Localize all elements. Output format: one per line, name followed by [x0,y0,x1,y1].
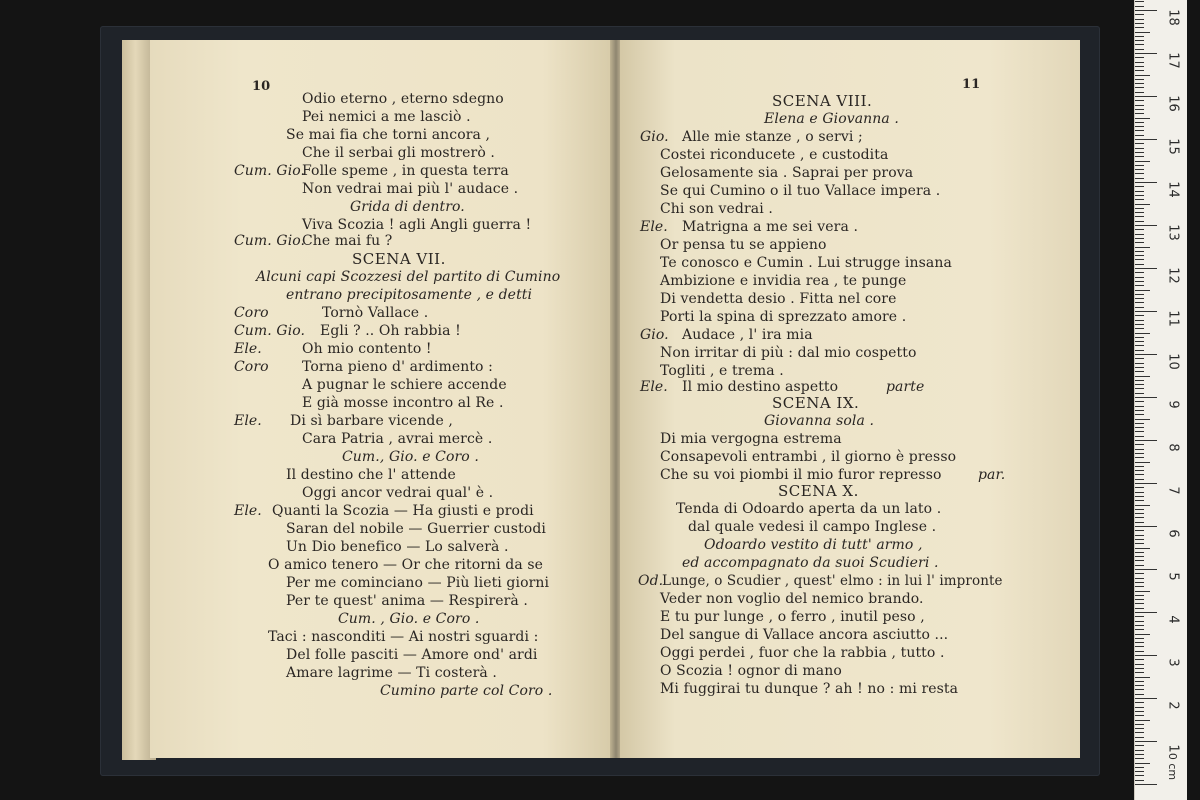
ruler-tick [1135,732,1144,733]
ruler-tick [1135,457,1144,458]
ruler-tick [1135,423,1144,424]
ruler-tick [1135,737,1144,738]
ruler-tick [1135,173,1144,174]
ruler-tick [1135,591,1150,592]
ruler-tick [1135,109,1144,110]
ruler-tick [1135,62,1144,63]
ruler-number: 14 [1165,181,1181,198]
ruler-tick [1135,500,1144,501]
ruler-tick [1135,14,1144,15]
ruler-tick [1135,638,1144,639]
ruler-tick [1135,19,1144,20]
scene-heading: SCENA IX. [772,394,860,412]
ruler-tick [1135,186,1144,187]
speaker-label: Od. [638,573,664,589]
speaker-label: Gio. [640,129,669,145]
verse-line: Egli ? .. Oh rabbia ! [320,323,461,339]
verse-line: Te conosco e Cumin . Lui strugge insana [660,255,952,271]
ruler-number: 9 [1165,400,1181,409]
ruler-tick [1135,702,1144,703]
verse-line: Veder non voglio del nemico brando. [660,591,924,607]
ruler-tick [1135,758,1144,759]
ruler-tick [1135,36,1144,37]
ruler-tick [1135,419,1150,420]
verse-line: O Scozia ! ognor di mano [660,663,842,679]
ruler-tick [1135,79,1144,80]
ruler-tick [1135,57,1144,58]
ruler-tick [1135,479,1144,480]
ruler-tick [1135,328,1144,329]
stage-direction: Tenda di Odoardo aperta da un lato . [676,501,942,517]
ruler-tick [1135,371,1144,372]
ruler-tick [1135,513,1144,514]
ruler-tick [1135,75,1150,76]
scene-heading: SCENA VIII. [772,92,873,110]
ruler-tick [1135,599,1144,600]
verse-line: Per te quest' anima — Respirerà . [286,593,528,609]
stage-direction: entrano precipitosamente , e detti [286,287,533,303]
ruler-tick [1135,462,1150,463]
left-page [150,40,612,758]
verse-line: Amare lagrime — Ti costerà . [286,665,497,681]
ruler-tick [1135,165,1144,166]
speaker-label: Cum. Gio. [234,323,306,339]
ruler-tick [1135,573,1144,574]
ruler-number: 13 [1165,224,1181,241]
ruler-tick [1135,625,1144,626]
ruler-tick [1135,483,1157,484]
ruler-number: 3 [1165,658,1181,667]
ruler-tick [1135,341,1144,342]
ruler-tick [1135,767,1144,768]
ruler-tick [1135,333,1150,334]
verse-line: Odio eterno , eterno sdegno [302,91,504,107]
ruler-tick [1135,66,1144,67]
verse-line: O amico tenero — Or che ritorni da se [268,557,543,573]
speaker-label: Cum. Gio. [234,233,306,249]
ruler-tick [1135,238,1144,239]
ruler-tick [1135,634,1150,635]
ruler-number: 2 [1165,701,1181,710]
stage-direction: Cum. , Gio. e Coro . [338,611,480,627]
ruler-number: 16 [1165,95,1181,112]
ruler-tick [1135,431,1144,432]
ruler-tick [1135,27,1144,28]
ruler-tick [1135,204,1150,205]
ruler-tick [1135,225,1157,226]
ruler-tick [1135,152,1144,153]
ruler-tick [1135,586,1144,587]
verse-line: Or pensa tu se appieno [660,237,827,253]
stage-direction: Alcuni capi Scozzesi del partito di Cumino [256,269,561,285]
ruler-tick [1135,681,1144,682]
ruler-tick [1135,40,1144,41]
ruler-tick [1135,6,1144,7]
ruler-tick [1135,741,1157,742]
ruler-tick [1135,315,1144,316]
ruler-tick [1135,83,1144,84]
verse-line: Oggi ancor vedrai qual' è . [302,485,494,501]
ruler-tick [1135,105,1144,106]
ruler-tick [1135,358,1144,359]
ruler-number: 5 [1165,572,1181,581]
ruler-tick [1135,677,1150,678]
ruler-tick [1135,689,1144,690]
ruler-tick [1135,388,1144,389]
ruler-tick [1135,126,1144,127]
verse-line: Saran del nobile — Guerrier custodi [286,521,546,537]
ruler-tick [1135,651,1144,652]
stage-direction: dal quale vedesi il campo Inglese . [688,519,937,535]
speaker-label: Ele. [234,413,262,429]
ruler-tick [1135,754,1144,755]
ruler-tick [1135,492,1144,493]
ruler-tick [1135,92,1144,93]
speaker-label: Coro [234,305,269,321]
ruler-tick [1135,113,1144,114]
ruler-number: 6 [1165,529,1181,538]
verse-line: Viva Scozia ! agli Angli guerra ! [302,217,532,233]
speaker-label: Gio. [640,327,669,343]
verse-line: Pei nemici a me lasciò . [302,109,471,125]
ruler-tick [1135,414,1144,415]
ruler-tick [1135,616,1144,617]
ruler-tick [1135,543,1144,544]
ruler-tick [1135,728,1144,729]
ruler-tick [1135,337,1144,338]
ruler-tick [1135,234,1144,235]
ruler-tick [1135,191,1144,192]
verse-line: Chi son vedrai . [660,201,773,217]
stage-direction: Cumino parte col Coro . [380,683,553,699]
ruler-tick [1135,49,1144,50]
ruler-tick [1135,130,1144,131]
ruler-tick [1135,221,1144,222]
verse-line: Audace , l' ira mia [682,327,813,343]
verse-line: Alle mie stanze , o servi ; [682,129,863,145]
stage-direction: Odoardo vestito di tutt' armo , [704,537,923,553]
ruler-tick [1135,487,1144,488]
ruler-number: 10 [1165,353,1181,370]
ruler-tick [1135,242,1144,243]
ruler-tick [1135,320,1144,321]
verse-line: Non vedrai mai più l' audace . [302,181,519,197]
ruler-tick [1135,565,1144,566]
ruler-tick [1135,440,1157,441]
ruler-tick [1135,354,1157,355]
ruler-number: 1 [1165,744,1181,753]
ruler-tick [1135,195,1144,196]
verse-line: Se qui Cumino o il tuo Vallace impera . [660,183,941,199]
verse-line: Folle speme , in questa terra [302,163,509,179]
ruler-tick [1135,156,1144,157]
ruler-tick [1135,526,1157,527]
verse-line: Che mai fu ? [302,233,393,249]
ruler-number: 18 [1165,9,1181,26]
verse-line: Costei riconducete , e custodita [660,147,889,163]
ruler-tick [1135,182,1157,183]
ruler-tick [1135,668,1144,669]
ruler-tick [1135,169,1144,170]
speaker-label: Ele. [640,379,668,395]
ruler-tick [1135,350,1144,351]
speaker-label: Ele. [640,219,668,235]
verse-line: Taci : nasconditi — Ai nostri sguardi : [268,629,539,645]
ruler-tick [1135,393,1144,394]
verse-line: Matrigna a me sei vera . [682,219,858,235]
ruler-tick [1135,229,1144,230]
ruler-tick [1135,745,1144,746]
verse-line: Cara Patria , avrai mercè . [302,431,493,447]
verse-line: Torna pieno d' ardimento : [302,359,493,375]
ruler-tick [1135,763,1150,764]
ruler-tick [1135,212,1144,213]
ruler-tick [1135,539,1144,540]
stage-aside: parte [886,379,925,395]
ruler-tick [1135,711,1144,712]
verse-line: Di sì barbare vicende , [290,413,453,429]
verse-line: Per me cominciano — Più lieti giorni [286,575,550,591]
ruler-tick [1135,560,1144,561]
page-number: 10 [252,79,271,94]
ruler-tick [1135,556,1144,557]
ruler-tick [1135,470,1144,471]
ruler-tick [1135,535,1144,536]
ruler-tick [1135,264,1144,265]
ruler-tick [1135,268,1157,269]
ruler-number: 15 [1165,138,1181,155]
ruler-tick [1135,10,1157,11]
ruler-tick [1135,780,1144,781]
verse-line: E già mosse incontro al Re . [302,395,504,411]
ruler-tick [1135,406,1144,407]
ruler-tick [1135,672,1144,673]
stage-aside: par. [978,467,1006,483]
ruler-tick [1135,255,1144,256]
ruler-tick [1135,384,1144,385]
verse-line: Che su voi piombi il mio furor represso [660,467,942,483]
ruler-number: 7 [1165,486,1181,495]
verse-line: Ambizione e invidia rea , te punge [660,273,907,289]
ruler-tick [1135,135,1144,136]
verse-line: Del sangue di Vallace ancora asciutto ... [660,627,949,643]
verse-line: Togliti , e trema . [660,363,784,379]
ruler-tick [1135,298,1144,299]
verse-line: Lunge, o Scudier , quest' elmo : in lui l' impronte [662,573,1003,589]
ruler-tick [1135,595,1144,596]
ruler-tick [1135,302,1144,303]
ruler-tick [1135,436,1144,437]
ruler-tick [1135,247,1150,248]
ruler-tick [1135,401,1144,402]
ruler-tick [1135,216,1144,217]
ruler-tick [1135,139,1157,140]
ruler-tick [1135,724,1144,725]
scene-heading: SCENA VII. [352,250,446,268]
ruler-unit-label: 0 cm [1166,752,1180,781]
ruler-tick [1135,122,1144,123]
verse-line: Il destino che l' attende [286,467,456,483]
ruler-tick [1135,277,1144,278]
ruler-tick [1135,582,1144,583]
ruler-tick [1135,474,1144,475]
ruler-tick [1135,530,1144,531]
ruler-tick [1135,517,1144,518]
ruler-tick [1135,311,1157,312]
ruler-tick [1135,272,1144,273]
ruler-tick [1135,707,1144,708]
ruler-tick [1135,397,1157,398]
stage-direction: Giovanna sola . [764,413,875,429]
ruler-tick [1135,569,1157,570]
ruler-tick [1135,281,1144,282]
ruler-tick [1135,629,1144,630]
ruler-tick [1135,294,1144,295]
ruler-tick [1135,664,1144,665]
verse-line: Consapevoli entrambi , il giorno è presso [660,449,957,465]
measuring-ruler [1134,0,1187,800]
verse-line: Gelosamente sia . Saprai per prova [660,165,914,181]
ruler-tick [1135,775,1144,776]
ruler-tick [1135,251,1144,252]
ruler-tick [1135,646,1144,647]
ruler-tick [1135,509,1144,510]
ruler-number: 8 [1165,443,1181,452]
ruler-tick [1135,363,1144,364]
verse-line: Di vendetta desio . Fitta nel core [660,291,897,307]
ruler-tick [1135,603,1144,604]
ruler-tick [1135,87,1144,88]
ruler-tick [1135,698,1157,699]
ruler-tick [1135,199,1144,200]
verse-line: Del folle pasciti — Amore ond' ardi [286,647,538,663]
verse-line: Mi fuggirai tu dunque ? ah ! no : mi resta [660,681,959,697]
ruler-tick [1135,548,1150,549]
ruler-tick [1135,444,1144,445]
ruler-tick [1135,750,1144,751]
ruler-tick [1135,307,1144,308]
right-page [620,40,1080,758]
ruler-number: 17 [1165,52,1181,69]
ruler-tick [1135,1,1144,2]
ruler-tick [1135,208,1144,209]
ruler-tick [1135,376,1150,377]
ruler-tick [1135,345,1144,346]
ruler-tick [1135,290,1150,291]
ruler-tick [1135,496,1144,497]
ruler-tick [1135,685,1144,686]
ruler-tick [1135,784,1157,785]
verse-line: Quanti la Scozia — Ha giusti e prodi [272,503,534,519]
ruler-tick [1135,427,1144,428]
ruler-tick [1135,552,1144,553]
verse-line: Il mio destino aspetto [682,379,839,395]
ruler-tick [1135,178,1144,179]
verse-line: Oggi perdei , fuor che la rabbia , tutto . [660,645,945,661]
ruler-number: 4 [1165,615,1181,624]
ruler-tick [1135,466,1144,467]
ruler-number: 12 [1165,267,1181,284]
verse-line: Se mai fia che torni ancora , [286,127,491,143]
speaker-label: Coro [234,359,269,375]
ruler-number: 11 [1165,310,1181,327]
ruler-tick [1135,53,1157,54]
ruler-tick [1135,367,1144,368]
verse-line: Un Dio benefico — Lo salverà . [286,539,509,555]
ruler-tick [1135,285,1144,286]
verse-line: E tu pur lunge , o ferro , inutil peso , [660,609,925,625]
scene-heading: SCENA X. [778,482,859,500]
ruler-tick [1135,522,1144,523]
stage-direction: Elena e Giovanna . [764,111,899,127]
ruler-tick [1135,380,1144,381]
ruler-tick [1135,449,1144,450]
ruler-tick [1135,32,1150,33]
ruler-tick [1135,118,1150,119]
ruler-tick [1135,715,1144,716]
ruler-tick [1135,694,1144,695]
page-number: 11 [962,77,981,92]
speaker-label: Ele. [234,503,262,519]
ruler-tick [1135,659,1144,660]
ruler-tick [1135,612,1157,613]
ruler-tick [1135,44,1144,45]
ruler-tick [1135,608,1144,609]
ruler-tick [1135,100,1144,101]
ruler-tick [1135,578,1144,579]
ruler-tick [1135,410,1144,411]
verse-line: A pugnar le schiere accende [302,377,507,393]
speaker-label: Ele. [234,341,262,357]
ruler-tick [1135,642,1144,643]
ruler-tick [1135,453,1144,454]
stage-direction: Cum., Gio. e Coro . [342,449,479,465]
ruler-tick [1135,143,1144,144]
verse-line: Oh mio contento ! [302,341,432,357]
ruler-tick [1135,621,1144,622]
ruler-tick [1135,324,1144,325]
ruler-tick [1135,96,1157,97]
speaker-label: Cum. Gio. [234,163,306,179]
ruler-tick [1135,259,1144,260]
ruler-tick [1135,771,1144,772]
stage-direction: ed accompagnato da suoi Scudieri . [682,555,939,571]
ruler-tick [1135,148,1144,149]
ruler-tick [1135,505,1150,506]
verse-line: Porti la spina di sprezzato amore . [660,309,907,325]
verse-line: Non irritar di più : dal mio cospetto [660,345,917,361]
stage-direction: Grida di dentro. [350,199,465,215]
ruler-tick [1135,161,1150,162]
verse-line: Tornò Vallace . [322,305,429,321]
ruler-tick [1135,70,1144,71]
ruler-tick [1135,655,1157,656]
ruler-tick [1135,720,1150,721]
verse-line: Che il serbai gli mostrerò . [302,145,495,161]
verse-line: Di mia vergogna estrema [660,431,842,447]
ruler-tick [1135,23,1144,24]
